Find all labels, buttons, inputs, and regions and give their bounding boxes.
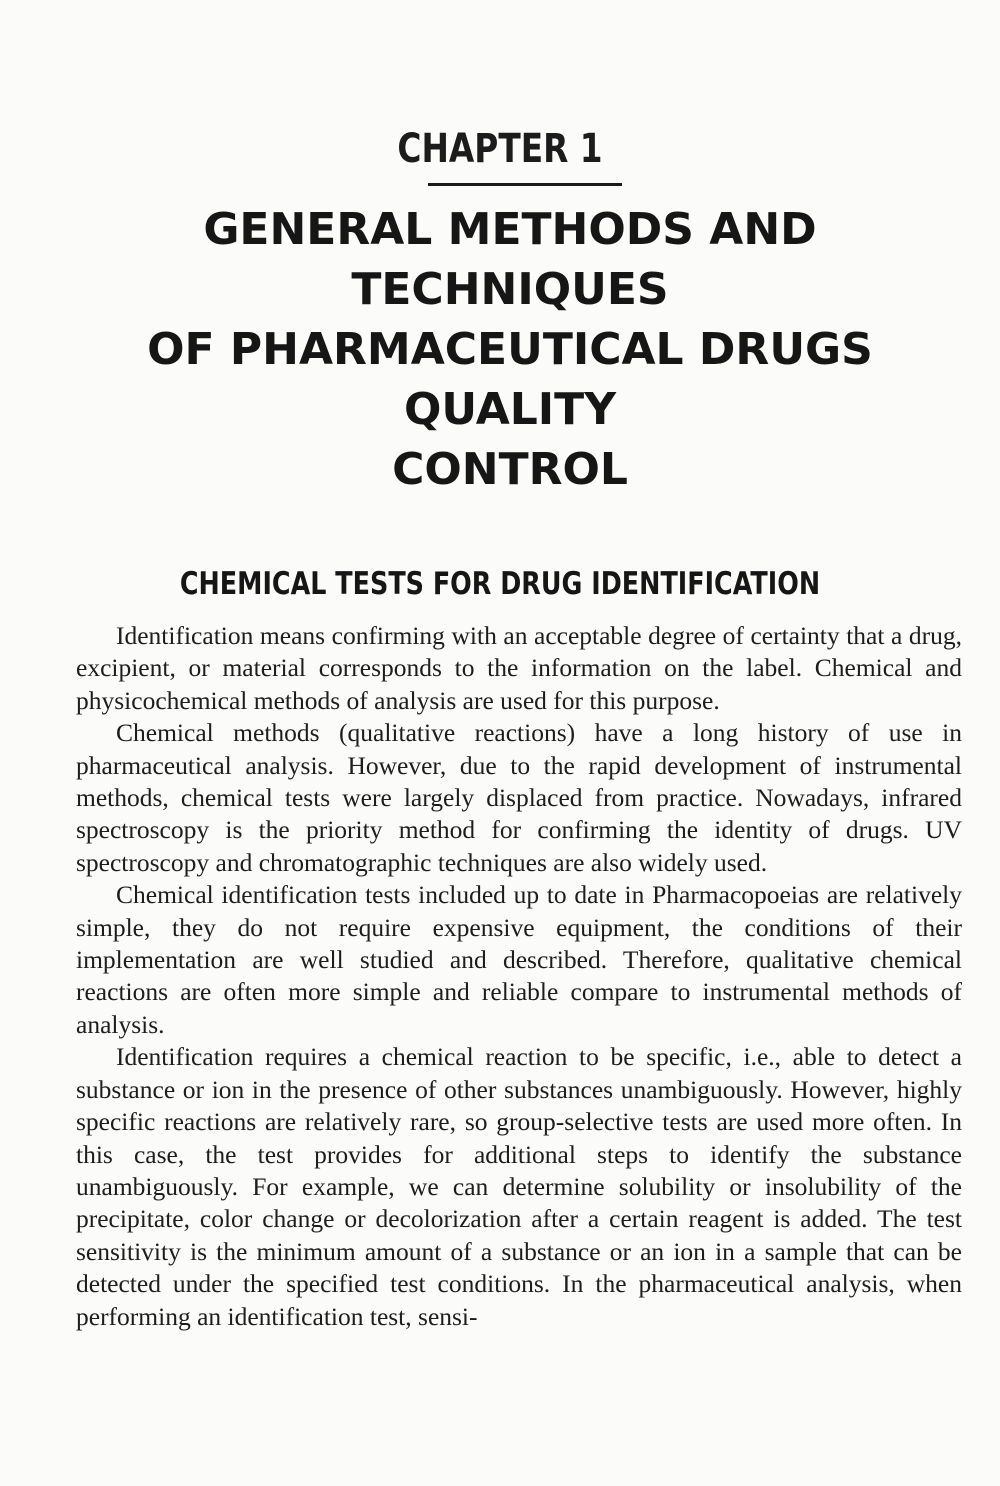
- paragraph: Identification requires a chemical reaction to be specific, i.e., able to detect a substance or ion in the presence of other substances unambiguously. However, highly specific reactions are relatively rare, so group-selective tests are used more often. In this case, the test provides for additional steps to identify the substance unambiguously. For example, we can determine solubility or insolubility of the precipitate, color change or decolorization after a certain reagent is added. The test sensitivity is the minimum amount of a substance or an ion in a sample that can be detected under the specified test conditions. In the pharmaceutical analysis, when performing an identification test, sensi-: [76, 1042, 962, 1331]
- paragraph: Identification means confirming with an acceptable degree of certainty that a drug, excipient, or material corresponds to the information on the label. Chemical and physicochemical methods of analysis are used for this purpose.: [76, 621, 962, 715]
- paragraph: Chemical methods (qualitative reactions) have a long history of use in pharmaceutical analysis. However, due to the rapid development of instrumental methods, chemical tests were largely displaced from practice. Nowadays, infrared spectroscopy is the priority method for confirming the identity of drugs. UV spectroscopy and chromatographic techniques are also widely used.: [76, 718, 962, 877]
- chapter-title: [60, 200, 960, 500]
- paragraph: Chemical identification tests included up to date in Pharmacopoeias are relatively simple, they do not require expensive equipment, the conditions of their implementation are well studied and described. Therefore, qualitative chemical reactions are often more simple and reliable compare to instrumental methods of analysis.: [76, 880, 962, 1039]
- chapter-underline: [428, 183, 622, 186]
- chapter-title-line: OF PHARMACEUTICAL DRUGS QUALITY: [147, 324, 873, 435]
- chapter-title-line: CONTROL: [392, 444, 628, 495]
- chapter-title-line: GENERAL METHODS AND TECHNIQUES: [203, 204, 817, 315]
- body-text: [76, 620, 962, 1333]
- section-heading: CHEMICAL TESTS FOR DRUG IDENTIFICATION: [179, 566, 821, 602]
- chapter-label: CHAPTER 1: [397, 126, 603, 172]
